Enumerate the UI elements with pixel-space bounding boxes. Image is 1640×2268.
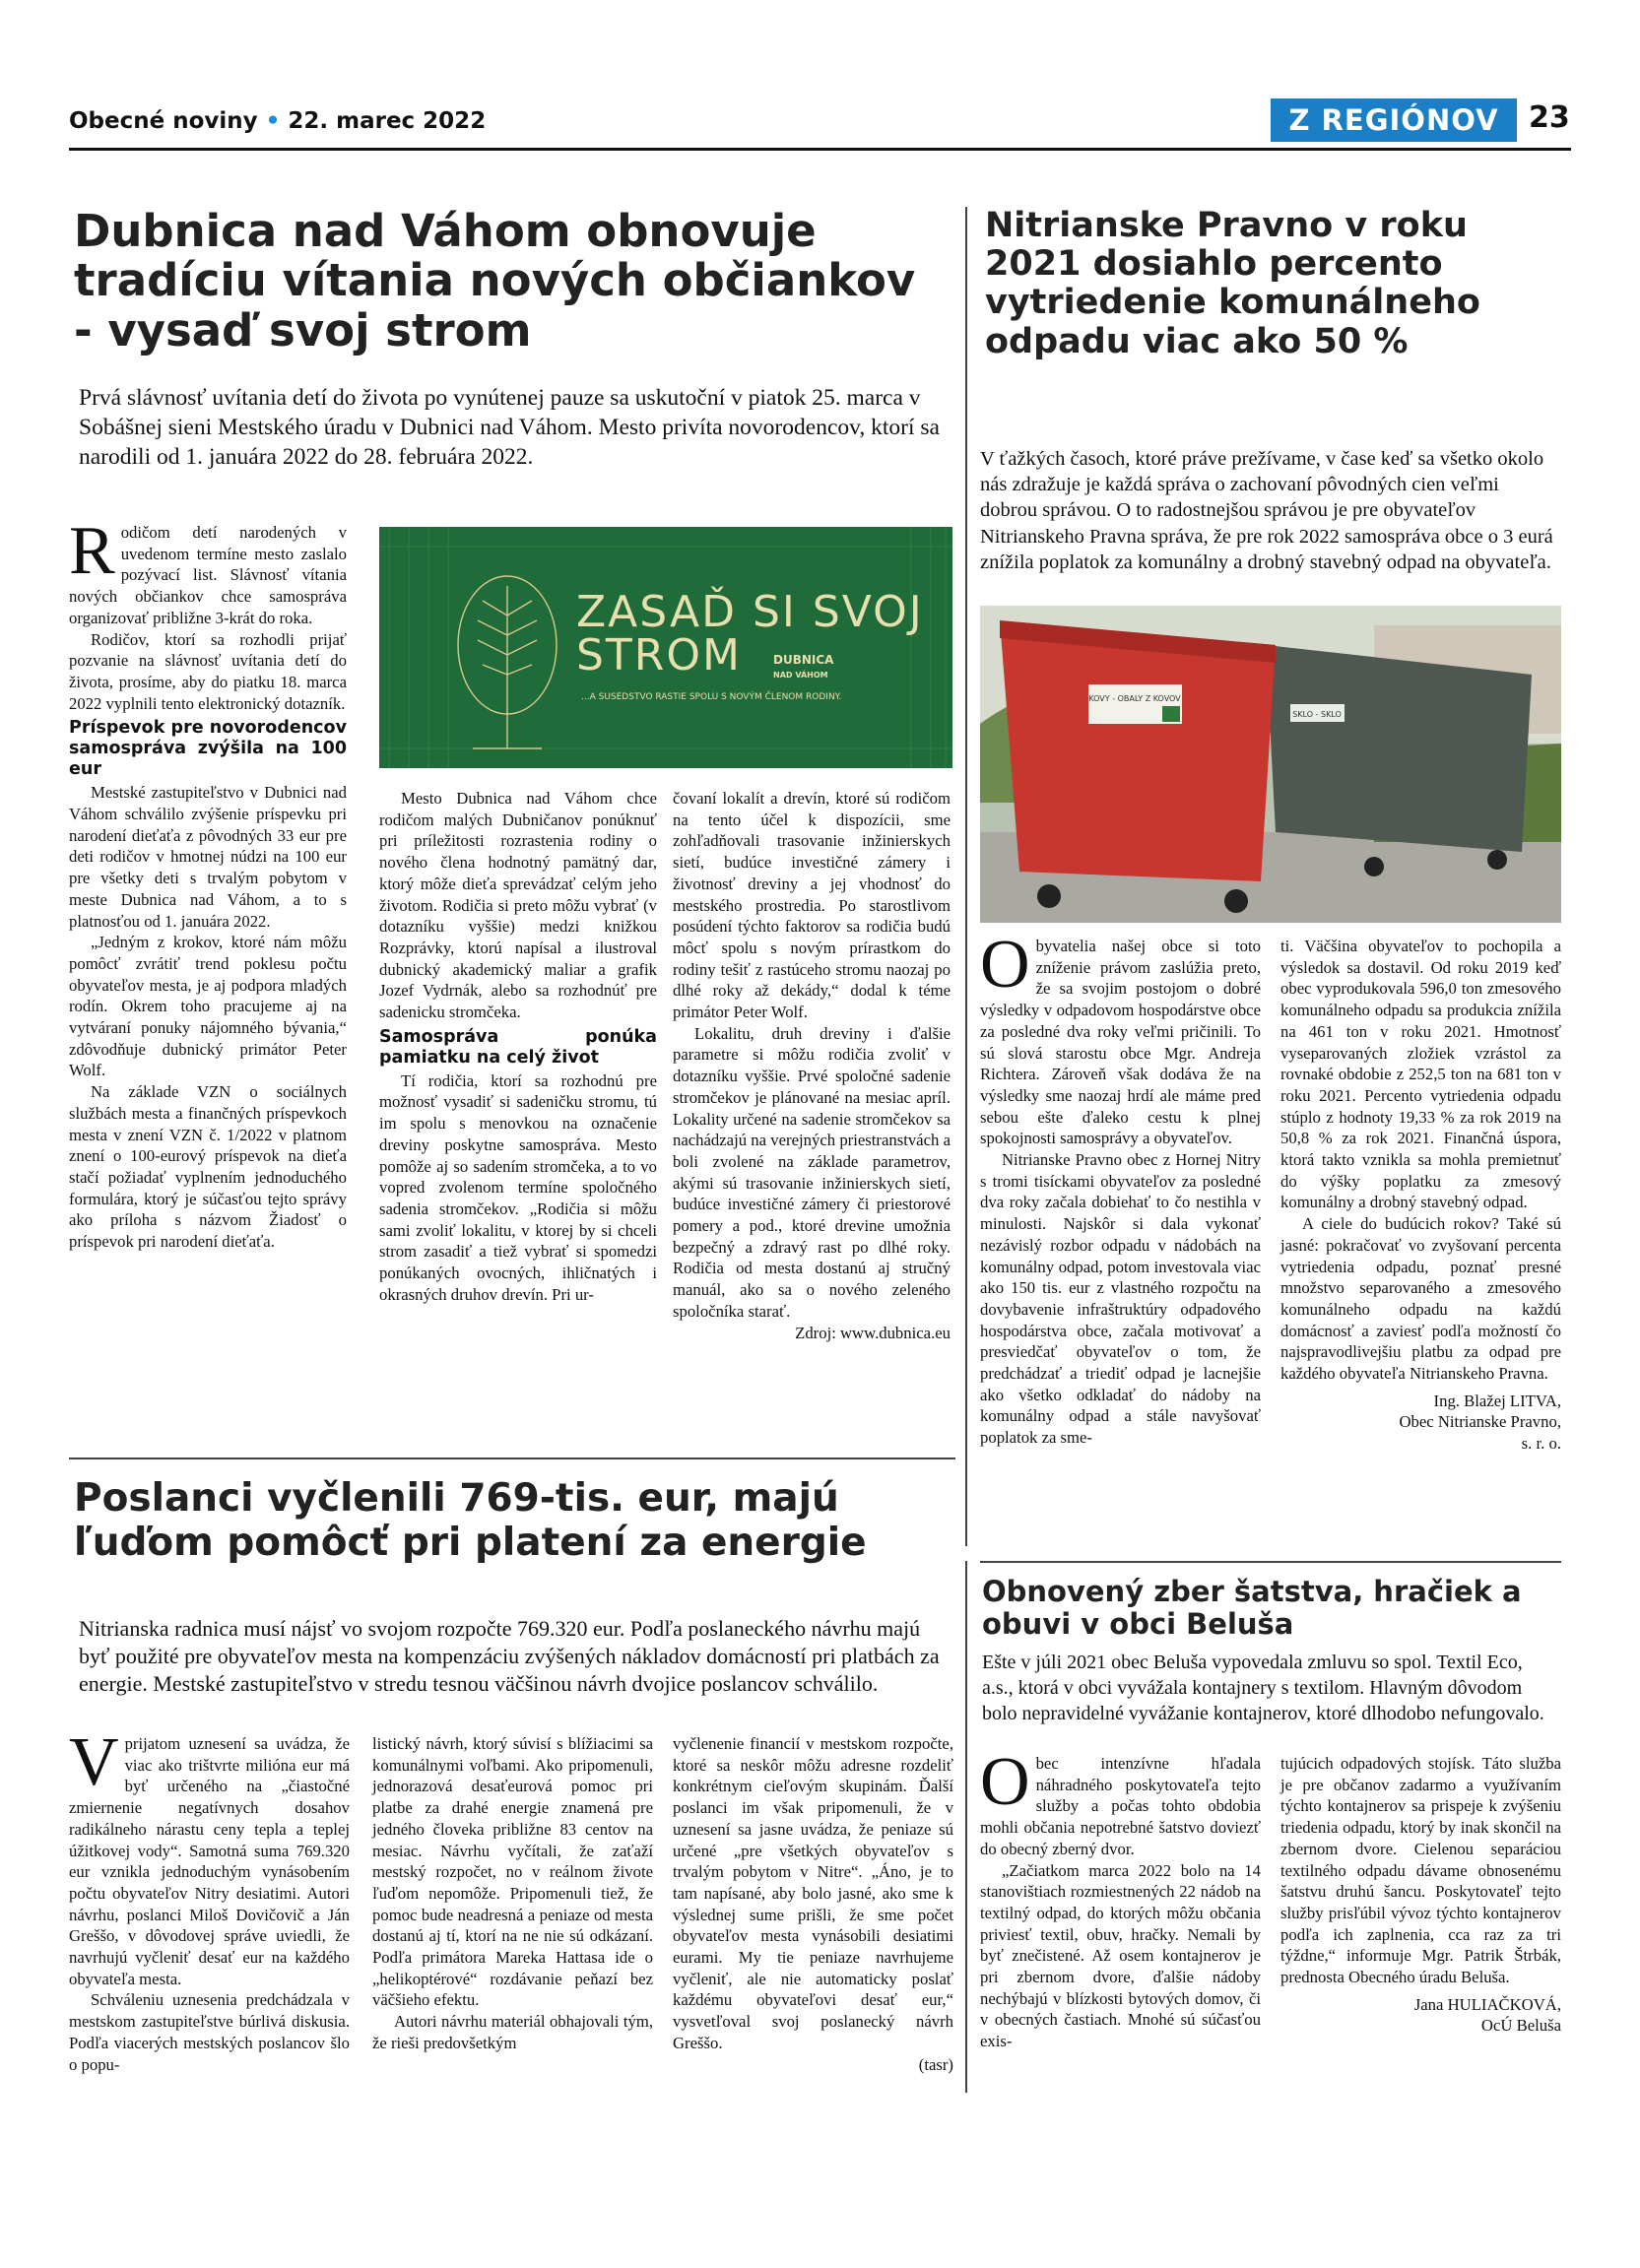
- article-column: [1280, 936, 1561, 1455]
- paragraph: Autori návrhu materiál obhajovali tým, že rieši predovšetkým: [372, 2012, 653, 2052]
- paragraph: Mestské zastupiteľstvo v Dubnici nad Váhom schválilo zvýšenie príspevku pri narodení dieťaťa z pôvodných 33 eur pre deti rodičov v hmotnej núdzi na 100 eur pre všetky deti s trvalým pobytom v meste Dubnica nad Váhom, a to s platnosťou od 1. januára 2022.: [69, 783, 347, 931]
- paper-name: Obecné noviny: [69, 108, 258, 134]
- paragraph: bec intenzívne hľadala náhradného poskytovateľa tejto služby a počas tohto obdobia mohli občania nepotrebné šatstvo doviezť do obecný zberný dvor.: [980, 1754, 1261, 1858]
- article-lead: Nitrianska radnica musí nájsť vo svojom rozpočte 769.320 eur. Podľa poslaneckého návrhu majú byť použité pre obyvateľov mesta na kompenzáciu zvýšených nákladov domácností pri platbách za energie. Mestské zastupiteľstvo v stredu tesnou väčšinou návrh dvojice poslancov schválilo.: [79, 1616, 940, 1697]
- article-column: [673, 788, 951, 1343]
- header-rule: [69, 148, 1571, 151]
- source-credit: Zdroj: www.dubnica.eu: [795, 1323, 951, 1342]
- article-headline: Dubnica nad Váhom obnovuje tradíciu vítania nových občiankov - vysaď svoj strom: [74, 205, 916, 356]
- column-divider: [965, 207, 967, 1546]
- grey-bin-icon: [1266, 645, 1532, 852]
- banner-tagline: ...A SUSEDSTVO RASTIE SPOLU S NOVÝM ČLENOM RODINY.: [581, 692, 842, 702]
- drop-cap: V: [69, 1724, 119, 1800]
- paragraph: vyčlenenie financií v mestskom rozpočte, ktoré sa neskôr môžu adresne rozdeliť konkrétnym cieľovým skupinám. Ďalší poslanci im však pripomenuli, že v uznesení sa jasne uvádza, že peniaze sú určené „pre všetkých obyvateľov s trvalým pobytom v Nitre“. „Áno, je to tam napísané, aby bolo jasné, ako sme k výslednej sume prišli, že sme počet obyvateľov mesta vynásobili desiatimi eurami. My tie peniaze navrhujeme vyčleniť, ale nie automaticky poslať každému obyvateľovi desať eur,“ vysvetľoval svoj poslanecký návrh Greššo.: [673, 1734, 953, 2052]
- containers-image: [980, 606, 1561, 923]
- waste-containers-photo: [980, 606, 1561, 923]
- article-headline: Poslanci vyčlenili 769-tis. eur, majú ľuďom pomôcť pri platení za energie: [74, 1476, 867, 1565]
- article-divider-right: [980, 1561, 1561, 1563]
- article-column: [69, 513, 347, 1253]
- drop-cap: R: [69, 513, 115, 589]
- author-signature: [1280, 1994, 1561, 2037]
- article-column: [372, 1733, 653, 2054]
- article-headline: Obnovený zber šatstva, hračiek a obuvi v obci Beluša: [982, 1575, 1522, 1642]
- paragraph: čovaní lokalít a drevín, ktoré sú rodičom na tento účel k dispozícii, sme zohľadňovali trasovanie inžinierskych sietí, budúce investičné zámery i životnosť dreviny a jej vhodnosť do mestského prostredia. Po starostlivom posúdení týchto faktorov sa rodičia budú môcť spolu s novým prírastkom do rodiny tešiť z rastúceho stromu naozaj po dlhé roky až dekády,“ dodal k téme primátor Peter Wolf.: [673, 789, 951, 1022]
- banner-title-line2: STROM: [576, 630, 742, 680]
- section-label: Z REGIÓNOV: [1271, 98, 1517, 142]
- masthead: [69, 108, 486, 134]
- subheading: Príspevok pre novorodencov samospráva zvýšila na 100 eur: [69, 718, 347, 780]
- signature-line: s. r. o.: [1521, 1434, 1561, 1454]
- svg-text:KOVY - OBALY Z KOVOV: KOVY - OBALY Z KOVOV: [1088, 694, 1181, 703]
- paragraph: A ciele do budúcich rokov? Také sú jasné: pokračovať vo zvyšovaní percenta vytriedenia odpadu, poznať presné množstvo separovaného a zmesového komunálneho odpadu na každú domácnosť a zaviesť podľa možností čo najspravodlivejšiu platbu za odpad pre každého obyvateľa Nitrianskeho Pravna.: [1280, 1214, 1561, 1384]
- article-column: [1280, 1753, 1561, 2037]
- article-headline: Nitrianske Pravno v roku 2021 dosiahlo percento vytriedenie komunálneho odpadu viac ako 50 %: [985, 206, 1480, 361]
- signature-line: Ing. Blažej LITVA,: [1433, 1391, 1561, 1410]
- paragraph: ti. Väčšina obyvateľov to pochopila a výsledok sa dostavil. Od roku 2019 keď obec vyprodukovala 596,0 ton zmesového komunálneho odpadu sa produkcia znížila na 461 ton v roku 2021. Hmotnosť vyseparovaných zložiek vzrástol za rovnaké obdobie z 252,5 ton na 681 ton v roku 2021. Percento vytriedenia odpadu stúplo z hodnoty 19,33 % za rok 2019 na 50,8 % za rok 2021. Finančná úspora, ktorá takto vznikla sa mohla premietnuť do výšky poplatku za zmesový komunálny a drobný stavebný odpad.: [1280, 937, 1561, 1212]
- paragraph: Mesto Dubnica nad Váhom chce rodičom malých Dubničanov ponúknuť pri príležitosti rozrastenia rodiny o nového člena hodnotný pamätný dar, ktorý môže dieťa sprevádzať celým jeho životom. Rodičia si preto môžu vybrať (v dotazníku vyššie) medzi knižkou Rozprávky, ktorú napísal a ilustroval dubnický akademický maliar a grafik Jozef Vydrnák, alebo sa rozhodnúť pre sadenicku stromčeka.: [379, 789, 657, 1022]
- signature-line: Jana HULIAČKOVÁ,: [1413, 1994, 1561, 2014]
- drop-cap: O: [980, 1744, 1030, 1820]
- article-column: [980, 1744, 1261, 2052]
- paragraph: odičom detí narodených v uvedenom termíne mesto zaslalo pozývací list. Slávnosť vítania nových občiankov chce samospráva organizovať približne 3-krát do roka.: [69, 523, 347, 627]
- paragraph: Nitrianske Pravno obec z Hornej Nitry s tromi tisíckami obyvateľov za posledné dva roky začala dobiehať to čo nestihla v minulosti. Najskôr si dala vykonať nezávislý rozbor odpadu v nádobách na komunálny odpad, potom investovala viac ako 150 tis. eur z vlastného rozpočtu na dovybavenie infraštruktúry odpadového hospodárstva obce, začala motivovať a presviedčať obyvateľov o tom, že predchádzať a triediť odpad je lacnejšie ako všetko odkladať do nádoby na komunálny odpad a stále navyšovať poplatok za sme-: [980, 1150, 1261, 1448]
- author-signature: [1280, 1391, 1561, 1455]
- source-credit: (tasr): [918, 2054, 953, 2074]
- banner-logo: DUBNICA: [773, 653, 834, 667]
- paragraph: Na základe VZN o sociálnych službách mesta a finančných príspevkoch mesta v znení VZN č. 1/2022 v platnom znení o 100-eurový príspevok na dieťa stačí požiadať vyplnením jednoduchého formulára, ktorý je súčasťou tejto správy ako príloha s názvom Žiadosť o príspevok pri narodení dieťaťa.: [69, 1082, 347, 1252]
- subheading: Samospráva ponúka pamiatku na celý život: [379, 1026, 657, 1068]
- drop-cap: O: [980, 927, 1030, 1003]
- paragraph: prijatom uznesení sa uvádza, že viac ako trištvrte milióna eur má byť určeného na „čiastočné zmiernenie negatívnych dosahov radikálneho nárastu ceny tepla a teplej úžitkovej vody“. Samotná suma 769.320 eur vznikla jednoduchým vynásobením počtu obyvateľov Nitry desiatimi. Autori návrhu, poslanci Miloš Dovičovič a Ján Greššo, v dôvodovej správe uviedli, že navrhujú vyčleniť desať eur na každého obyvateľa mesta.: [69, 1734, 350, 1988]
- paragraph: tujúcich odpadových stojísk. Táto služba je pre občanov zadarmo a využívaním týchto kontajnerov sa prispeje k zvýšeniu triedenia odpadu, ktorý by inak skončil na zbernom dvore. Cielenou separáciou textilného odpadu dávame obnosenému šatstvu druhú šancu. Poskytovateľ tejto služby prisľúbil vývoz týchto kontajnerov podľa ich zaplnenia, cca raz za tri týždne,“ informuje Mgr. Patrik Štrbák, prednosta Obecného úradu Beluša.: [1280, 1754, 1561, 1987]
- column-divider-lower: [965, 1561, 967, 2093]
- paragraph: listický návrh, ktorý súvisí s blížiacimi sa komunálnymi voľbami. Ako pripomenuli, jednorazová desaťeurová pomoc pri platbe za drahé energie znamená pre jedného človeka približne 83 centov na mesiac. Návrhu vyčítali, že zaťaží mestský rozpočet, no v reálnom živote ľuďom nepomôže. Pripomenuli tiež, že pomoc bude neadresná a peniaze od mesta dostanú aj tí, ktorí na ne nie sú odkázaní. Podľa primátora Mareka Hattasa ide o „helikoptérové“ rozdávanie peňazí bez väčšieho efektu.: [372, 1734, 653, 2010]
- paragraph: Schváleniu uznesenia predchádzala v mestskom zastupiteľstve búrlivá diskusia. Podľa viacerých mestských poslancov šlo o popu-: [69, 1990, 350, 2074]
- article-lead: Ešte v júli 2021 obec Beluša vypovedala zmluvu so spol. Textil Eco, a.s., ktorá v obci vyvážala kontajnery s textilom. Hlavným dôvodom bolo nepravidelné vyvážanie kontajnerov, ktoré dlhodobo nefungovalo.: [982, 1652, 1544, 1724]
- issue-date: 22. marec 2022: [288, 108, 487, 134]
- banner-logo-sub: NAD VÁHOM: [773, 671, 828, 680]
- page-number: 23: [1529, 100, 1570, 135]
- article-lead: Prvá slávnosť uvítania detí do života po vynútenej pauze sa uskutoční v piatok 25. marca v Sobášnej sieni Mestského úradu v Dubnici nad Váhom. Mesto privíta novorodencov, ktorí sa narodili od 1. januára 2022 do 28. februára 2022.: [79, 385, 940, 470]
- paragraph: byvatelia našej obce si toto zníženie právom zaslúžia preto, že sa svojim postojom o dobré výsledky v odpadovom hospodárstve obce za posledné dva roky veľmi pričinili. To sú slová starostu obce Mgr. Andreja Richtera. Zároveň však dodáva že na výsledky sme naozaj hrdí ale máme pred sebou ešte ďaleko cestu k plnej spokojnosti samosprávy a obyvateľov.: [980, 937, 1261, 1148]
- article-divider: [69, 1458, 955, 1459]
- separator-dot: •: [265, 108, 281, 134]
- svg-text:SKLO - SKLO: SKLO - SKLO: [1292, 710, 1342, 719]
- signature-line: OcÚ Beluša: [1480, 2016, 1561, 2036]
- article-lead: V ťažkých časoch, ktoré práve prežívame, v čase keď sa všetko okolo nás zdražuje je každá správa o zachovaní pôvodných cien veľmi dobrou správou. O to radostnejšou správou je pre obyvateľov Nitrianskeho Pravna správa, že pre rok 2022 samospráva obce o 3 eurá znížila poplatok za komunálny a drobný stavebný odpad na obyvateľa.: [980, 448, 1553, 573]
- paragraph: „Jedným z krokov, ktoré nám môžu pomôcť zvrátiť trend poklesu počtu obyvateľov mesta, je aj podpora mladých rodín. Okrem toho pracujeme aj na vytváraní ponuky nájomného bývania,“ zdôvodňuje dubnický primátor Peter Wolf.: [69, 933, 347, 1080]
- paragraph: Lokalitu, druh dreviny i ďalšie parametre si môžu rodičia zvoliť v dotazníku vyššie. Prvé spoločné sadenie stromčekov je plánované na mesiac apríl. Lokality určené na sadenie stromčekov sa nachádzajú na verejných priestranstvách a boli zvolené na základe parametrov, akými sú trasovanie inžinierskych sietí, budúce investičné zámery či priestorové pomery a pod., ktoré drevine umožnia bezpečný a zdravý rast po dlhé roky. Rodičia od mesta dostanú aj stručný manuál, ako sa o nového zeleného spoločníka starať.: [673, 1023, 951, 1321]
- article-column: [69, 1724, 350, 2075]
- paragraph: Rodičov, ktorí sa rozhodli prijať pozvanie na slávnosť uvítania detí do života, prosíme, aby do piatku 18. marca 2022 vyplnili tento elektronický dotazník.: [69, 629, 347, 713]
- article-column: [673, 1733, 953, 2075]
- campaign-banner: [379, 527, 952, 768]
- paragraph: Tí rodičia, ktorí sa rozhodnú pre možnosť vysadiť si sadeničku stromu, tú im spolu s menovkou na označenie dreviny poskytne samospráva. Mesto pomôže aj so sadením stromčeka, a to vo vopred zvolenom termíne spoločného sadenia stromčekov. „Rodičia si môžu sami zvoliť lokalitu, v ktorej by si chceli strom zasadiť a tiež vybrať si spomedzi ponúkaných ovocných, ihličnatých i okrasných druhov drevín. Pri ur-: [379, 1070, 657, 1304]
- banner-title-line1: ZASAĎ SI SVOJ: [576, 587, 924, 637]
- red-bin-icon: [1000, 620, 1276, 913]
- article-column: [980, 927, 1261, 1449]
- signature-line: Obec Nitrianske Pravno,: [1399, 1412, 1561, 1432]
- article-column: [379, 788, 657, 1305]
- paragraph: „Začiatkom marca 2022 bolo na 14 stanovištiach rozmiestnených 22 nádob na textilný odpad, do ktorých môžu občania priviesť textil, obuv, hračky. Nemali by byť znečistené. Až osem kontajnerov je pri zbernom dvore, ďalšie nádoby nechýbajú v blízkosti bytových domov, či v obecných častiach. Mnohé sú súčasťou exis-: [980, 1860, 1261, 2051]
